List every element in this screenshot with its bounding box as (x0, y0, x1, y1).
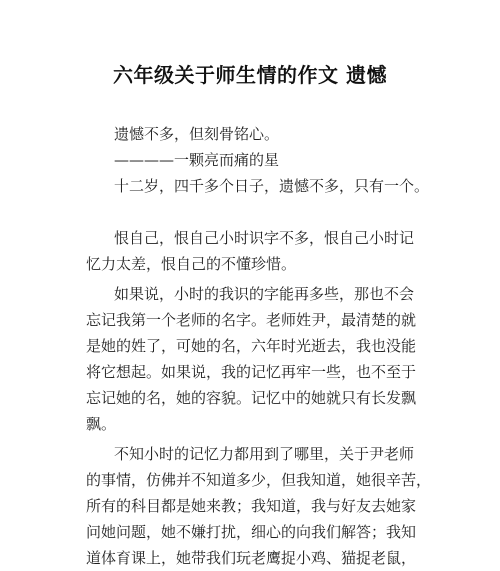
document-body (86, 121, 432, 571)
intro-line: 十二岁，四千多个日子，遗憾不多，只有一个。 (114, 177, 430, 195)
paragraph-line: 的事情，仿佛并不知道多少，但我知道，她很辛苦， (86, 471, 432, 489)
intro-line: 遗憾不多，但刻骨铭心。 (114, 125, 280, 143)
paragraph-line: 忘记她的名，她的容貌。记忆中的她就只有长发飘 (86, 389, 417, 407)
paragraph-line: 如果说，小时的我识的字能再多些，那也不会 (114, 285, 415, 303)
paragraph-line: 忘记我第一个老师的名字。老师姓尹，最清楚的就 (86, 311, 417, 329)
paragraph (86, 441, 432, 571)
paragraph-line: 忆力太差，恨自己的不懂珍惜。 (86, 255, 297, 273)
intro-line: ————一颗亮而痛的星 (114, 151, 280, 169)
paragraph-line: 问她问题，她不嫌打扰，细心的向我们解答；我知 (86, 523, 417, 541)
paragraph-line: 将它想起。如果说，我的记忆再牢一些，也不至于 (86, 363, 417, 381)
paragraph-line: 恨自己，恨自己小时识字不多，恨自己小时记 (114, 229, 415, 247)
paragraph-line: 是她的姓了，可她的名，六年时光逝去，我也没能 (86, 337, 417, 355)
paragraph (86, 281, 418, 437)
paragraph (86, 225, 418, 277)
paragraph-line: 所有的科目都是她来教；我知道，我与好友去她家 (86, 497, 417, 515)
document-title: 六年级关于师生情的作文 遗憾 (113, 63, 387, 87)
paragraph-line: 不知小时的记忆力都用到了哪里，关于尹老师 (114, 445, 415, 463)
paragraph-line: 道体育课上，她带我们玩老鹰捉小鸡、猫捉老鼠， (86, 549, 417, 567)
paragraph-line: 飘。 (86, 415, 117, 433)
paragraph-gap (86, 199, 418, 225)
